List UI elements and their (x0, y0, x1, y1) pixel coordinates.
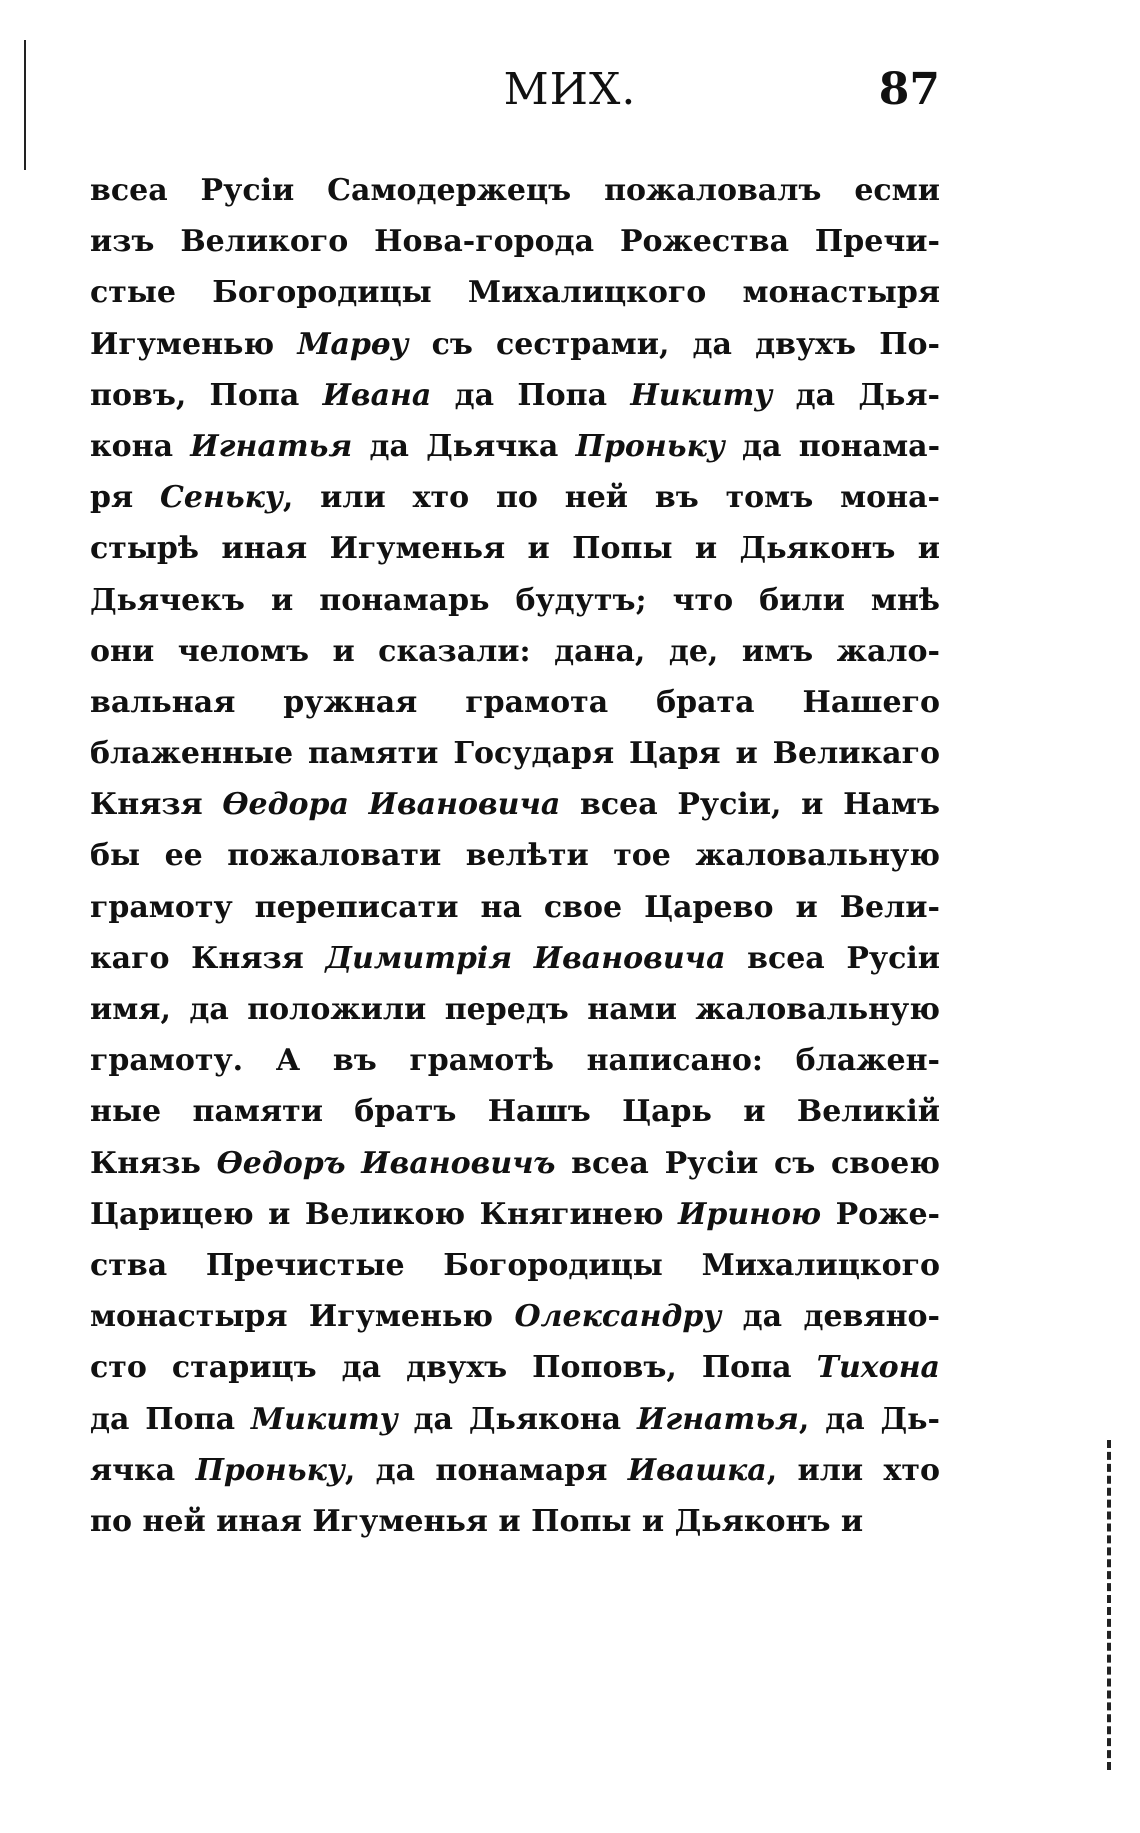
running-title: МИХ. (503, 64, 637, 115)
text-segment: Царицею и Великою Княгинею (90, 1196, 679, 1232)
text-line (90, 984, 940, 1035)
text-segment: изъ Великого Нова-города Рожества Пречи- (90, 224, 940, 260)
text-segment: стырѣ иная Игуменья и Попы и Дьяконъ и (90, 531, 940, 567)
text-line (90, 1394, 940, 1445)
text-segment: грамоту переписати на свое Царево и Вели- (90, 889, 940, 925)
text-segment: по ней иная Игуменья и Попы и Дьяконъ и (90, 1503, 864, 1539)
italic-name: Сеньку (159, 480, 283, 516)
text-segment: да понама- (724, 428, 940, 464)
text-segment: Князя (90, 787, 223, 823)
text-segment: монастыря Игуменью (90, 1299, 515, 1335)
italic-name: Микиту (250, 1401, 398, 1437)
text-line (90, 933, 940, 984)
text-segment: кона (90, 428, 191, 464)
text-line (90, 472, 940, 523)
text-segment: грамоту. А въ грамотѣ написано: блажен- (90, 1043, 940, 1079)
running-head (0, 60, 1140, 130)
italic-name: Ивашка (627, 1452, 767, 1488)
text-line (90, 1035, 940, 1086)
text-segment: да Попа (90, 1401, 251, 1437)
page-number: 87 (878, 64, 940, 115)
text-segment: Дьячекъ и понамарь будутъ; что били мнѣ (90, 582, 940, 618)
text-segment: да Дьякона (397, 1401, 637, 1437)
text-segment: стые Богородицы Михалицкого монастыря (90, 275, 940, 311)
text-line (90, 1291, 940, 1342)
text-segment: всеа Русіи (725, 940, 940, 976)
text-line (90, 267, 940, 318)
text-segment: всеа Русіи съ своею (555, 1145, 940, 1181)
text-segment: сто старицъ да двухъ Поповъ, Попа (90, 1350, 817, 1386)
text-line (90, 626, 940, 677)
text-segment: ства Пречистые Богородицы Михалицкого (90, 1247, 940, 1283)
text-segment: да Дьячка (352, 428, 576, 464)
italic-name: Ѳедора Ивановича (222, 787, 561, 823)
text-line (90, 1445, 940, 1496)
text-segment: ря (90, 480, 160, 516)
text-line (90, 1342, 940, 1393)
text-segment: всеа Русіи Самодержецъ пожаловалъ есми (90, 173, 940, 208)
text-segment: Князь (90, 1145, 217, 1181)
italic-name: Тихона (816, 1350, 940, 1386)
text-line (90, 216, 940, 267)
text-segment: бы ее пожаловати велѣти тое жаловальную (90, 838, 940, 874)
text-line (90, 319, 940, 370)
text-segment: съ сестрами, да двухъ По- (408, 326, 940, 362)
italic-name: Игнатья (636, 1401, 799, 1437)
text-line (90, 370, 940, 421)
text-segment: да Дья- (772, 377, 940, 413)
text-line (90, 575, 940, 626)
italic-name: Ириною (678, 1196, 822, 1232)
text-segment: каго Князя (90, 940, 326, 976)
italic-name: Игнатья (190, 428, 353, 464)
text-line (90, 779, 940, 830)
italic-name: Олександру (514, 1299, 722, 1335)
text-line (90, 165, 940, 216)
text-line (90, 1189, 940, 1240)
text-segment: Роже- (821, 1196, 940, 1232)
text-segment: да девяно- (721, 1299, 940, 1335)
text-line (90, 882, 940, 933)
text-line (90, 830, 940, 881)
italic-name: Димитрія Ивановича (325, 940, 726, 976)
text-block (90, 165, 940, 1547)
text-segment: ячка (90, 1452, 196, 1488)
text-segment: имя, да положили передъ нами жаловальную (90, 992, 940, 1027)
text-line (90, 677, 940, 728)
text-segment: блаженные памяти Государя Царя и Великаго (90, 736, 940, 772)
text-segment: Игуменью (90, 326, 298, 362)
text-segment: ные памяти братъ Нашъ Царь и Великій (90, 1094, 940, 1130)
italic-name: Никиту (630, 377, 773, 413)
italic-name: Ивана (322, 377, 432, 413)
italic-name: Проньку (195, 1452, 345, 1488)
text-segment: , да понамаря (344, 1452, 628, 1488)
italic-name: Проньку (575, 428, 725, 464)
text-segment: , или хто (766, 1452, 940, 1488)
text-segment: всеа Русіи, и Намъ (560, 787, 940, 823)
text-segment: , да Дь- (798, 1401, 940, 1437)
text-segment: они челомъ и сказали: дана, де, имъ жало- (90, 633, 940, 669)
text-line (90, 523, 940, 574)
italic-name: Ѳедоръ Ивановичъ (216, 1145, 556, 1181)
text-line (90, 1496, 940, 1547)
italic-name: Марѳу (297, 326, 409, 362)
text-segment: , или хто по ней въ томъ мона- (282, 480, 940, 516)
margin-rule-right (1107, 1440, 1115, 1770)
text-segment: вальная ружная грамота брата Нашего (90, 684, 940, 720)
text-line (90, 421, 940, 472)
text-line (90, 1138, 940, 1189)
text-segment: повъ, Попа (90, 377, 323, 413)
text-line (90, 728, 940, 779)
text-segment: да Попа (431, 377, 631, 413)
text-line (90, 1240, 940, 1291)
text-line (90, 1086, 940, 1137)
